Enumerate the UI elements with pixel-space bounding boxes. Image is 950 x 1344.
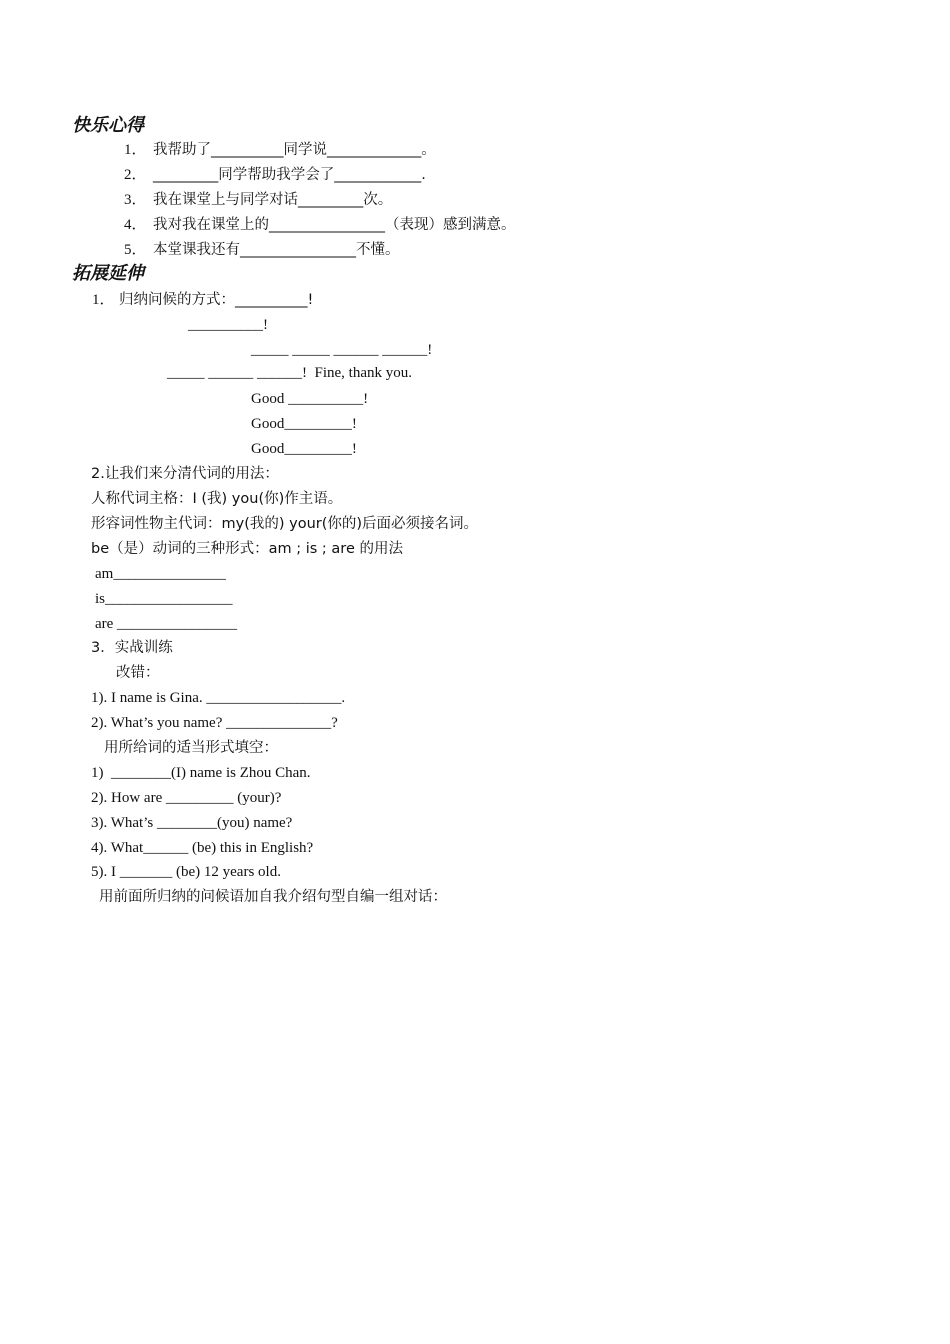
- practice-title: 3．实战训练: [91, 640, 173, 656]
- fill-in-title: 用所给词的适当形式填空：: [104, 740, 278, 756]
- greeting-summary-prompt: 归纳问候的方式：__________!: [119, 292, 314, 308]
- greeting-line: Good_________!: [251, 416, 357, 432]
- item-number: 4．: [124, 217, 147, 233]
- section-heading-happy-gains: 快乐心得: [72, 115, 144, 136]
- reflection-item: 我帮助了__________同学说_____________。: [153, 142, 436, 158]
- pronoun-rule: 人称代词主格：I (我) you(你)作主语。: [91, 491, 343, 507]
- fill-in-item: 2). How are _________ (your)?: [91, 790, 282, 806]
- item-number: 5．: [124, 242, 147, 258]
- be-form-line: are ________________: [95, 616, 238, 632]
- reflection-item: 我在课堂上与同学对话_________次。: [153, 192, 393, 208]
- correct-errors-title: 改错：: [116, 665, 160, 681]
- greeting-line: _____ _____ ______ ______!: [251, 342, 433, 358]
- fill-in-item: 4). What______ (be) this in English?: [91, 840, 314, 856]
- correction-item: 2). What’s you name? ______________?: [91, 715, 338, 731]
- greeting-line: __________!: [188, 317, 268, 333]
- fill-in-item: 1) ________(I) name is Zhou Chan.: [91, 765, 311, 781]
- item-number: 2．: [124, 167, 147, 183]
- dialogue-prompt: 用前面所归纳的问候语加自我介绍句型自编一组对话：: [99, 889, 447, 905]
- greeting-line: Good_________!: [251, 441, 357, 457]
- greeting-line: Good __________!: [251, 391, 369, 407]
- question-number: 1．: [92, 292, 115, 308]
- section-heading-extension: 拓展延伸: [72, 263, 144, 284]
- reflection-item: 我对我在课堂上的________________（表现）感到满意。: [153, 217, 516, 233]
- item-number: 3．: [124, 192, 147, 208]
- fill-in-item: 5). I _______ (be) 12 years old.: [91, 864, 281, 880]
- be-form-line: am_______________: [95, 566, 226, 582]
- greeting-line: _____ ______ ______! Fine, thank you.: [167, 365, 412, 381]
- reflection-item: _________同学帮助我学会了____________.: [153, 167, 426, 183]
- pronoun-rule: be（是）动词的三种形式：am ; is ; are 的用法: [91, 541, 403, 557]
- correction-item: 1). I name is Gina. __________________.: [91, 690, 346, 706]
- item-number: 1．: [124, 142, 147, 158]
- fill-in-item: 3). What’s ________(you) name?: [91, 815, 293, 831]
- be-form-line: is_________________: [95, 591, 233, 607]
- pronoun-rule: 形容词性物主代词：my(我的) your(你的)后面必须接名词。: [91, 516, 479, 532]
- pronoun-section-title: 2.让我们来分清代词的用法：: [91, 466, 279, 482]
- reflection-item: 本堂课我还有________________不懂。: [153, 242, 400, 258]
